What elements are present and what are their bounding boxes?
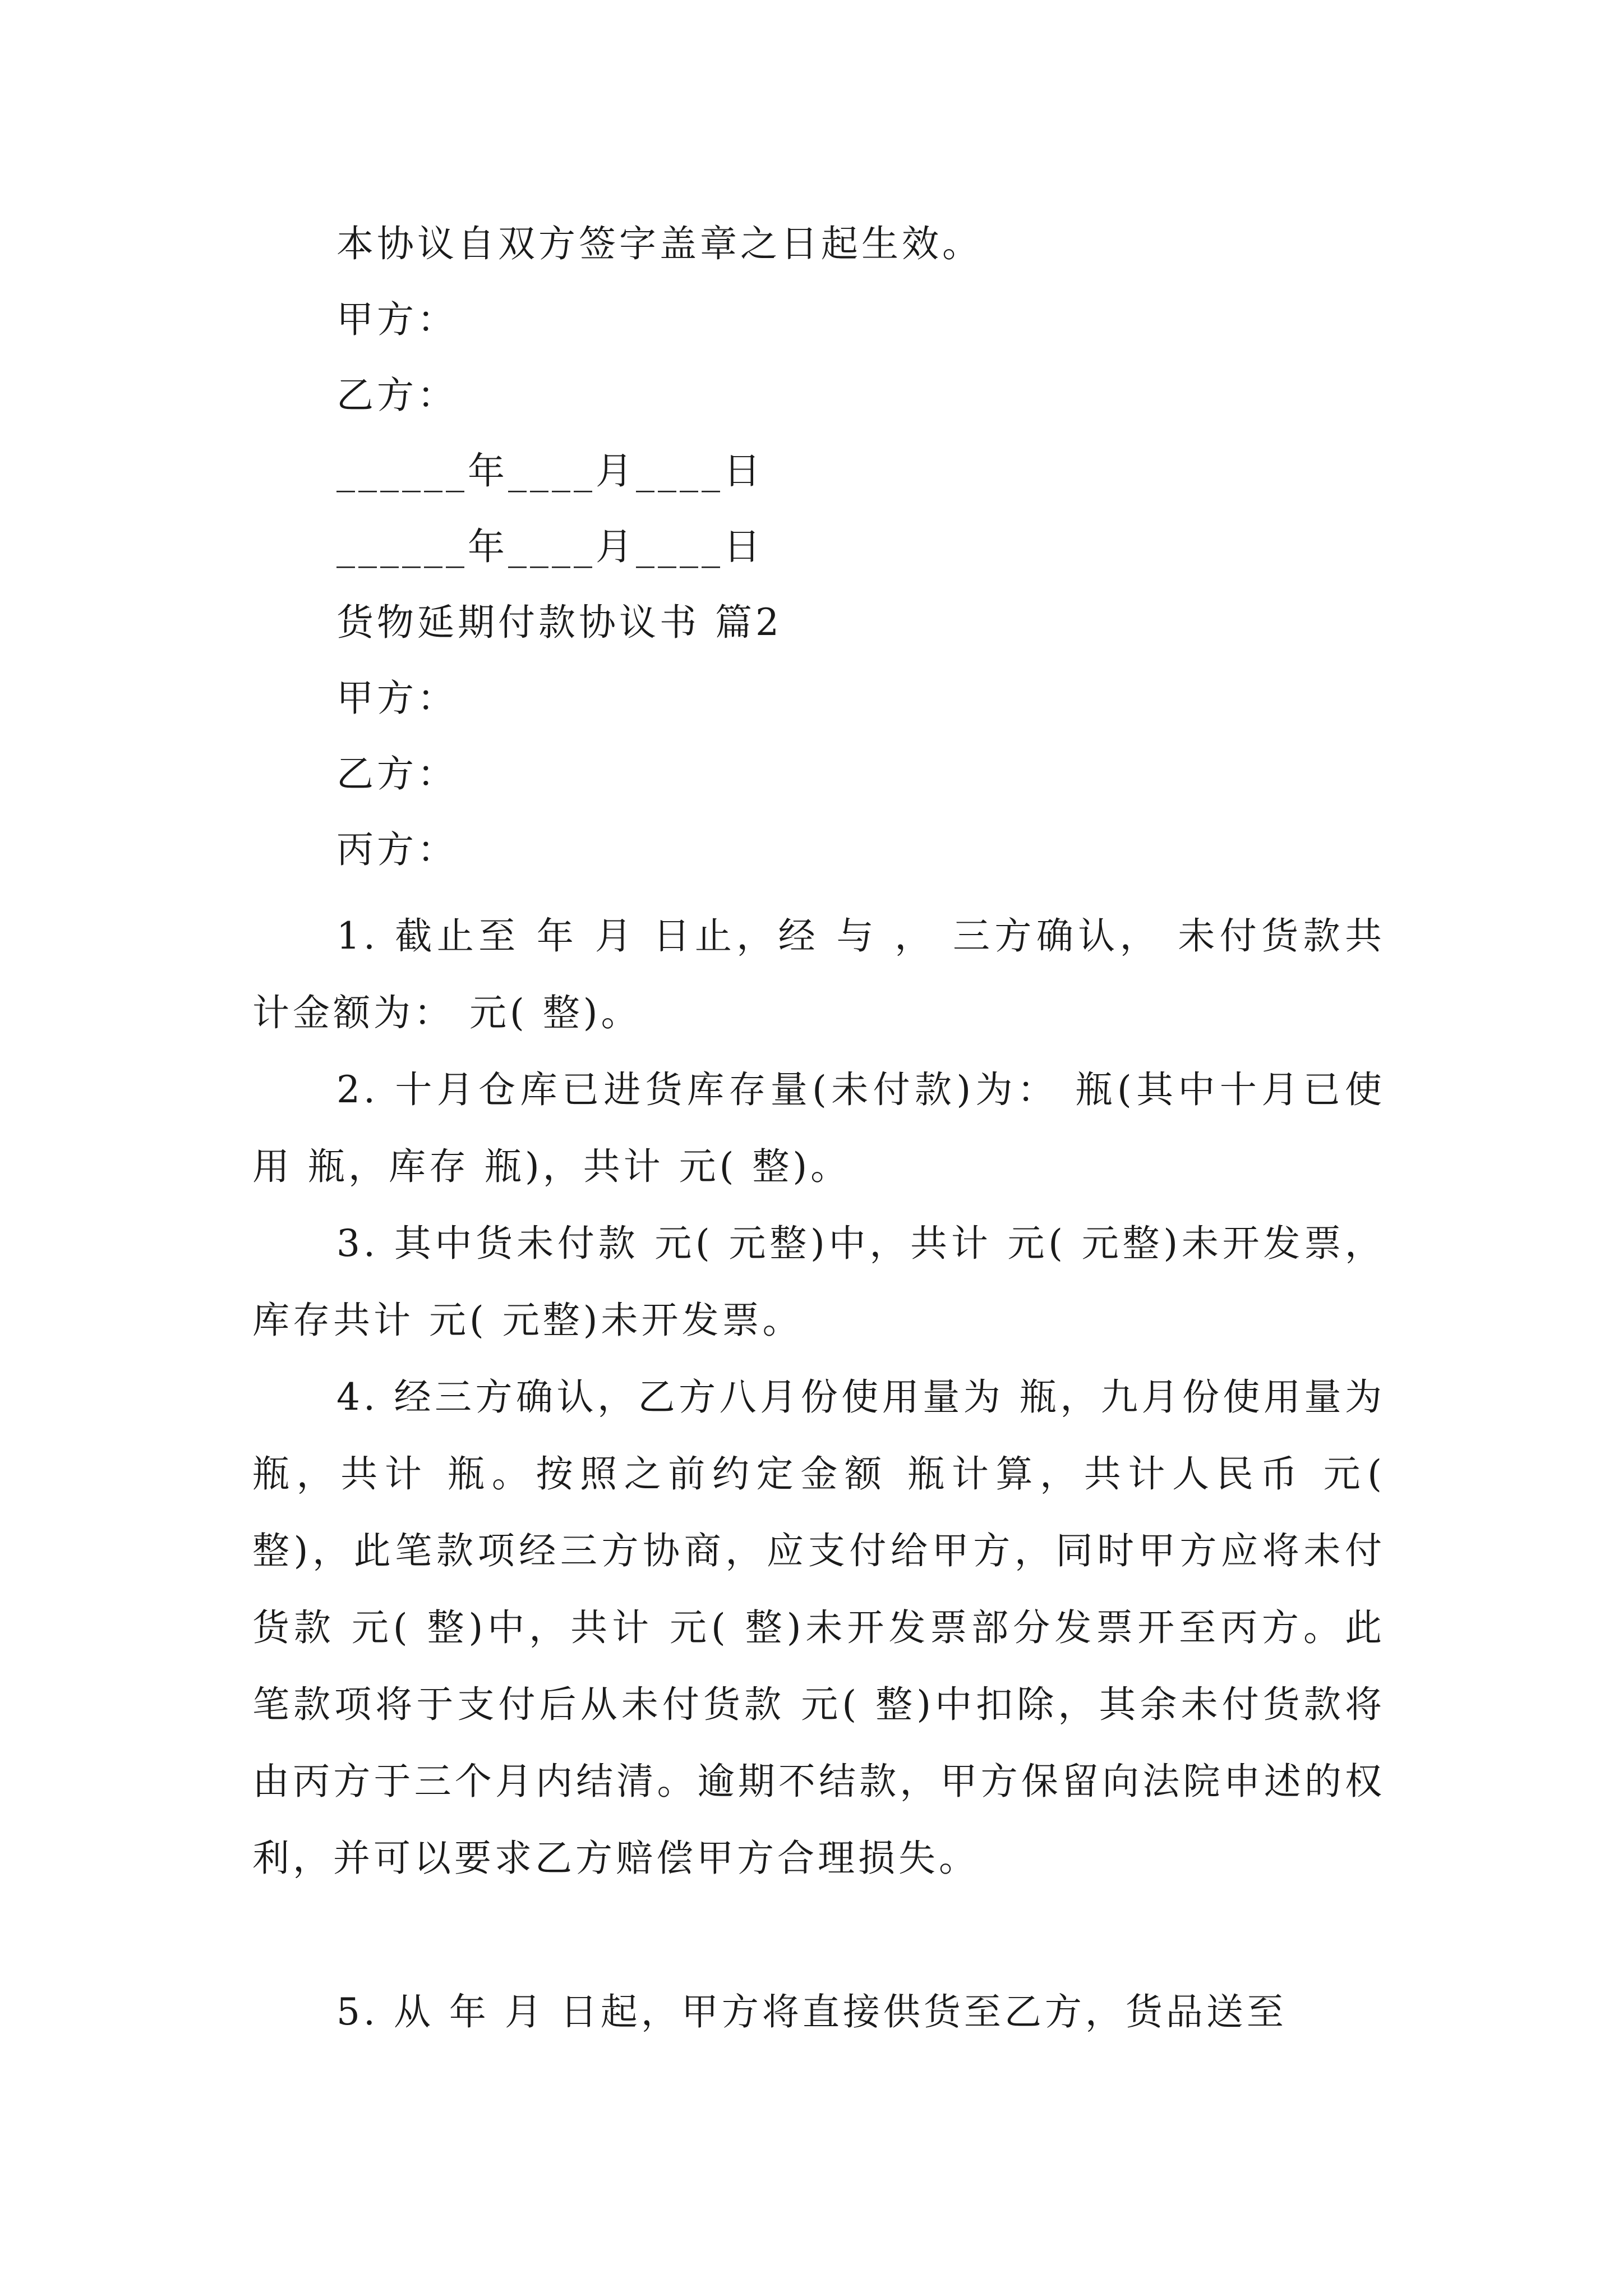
party-c-label: 丙方： [336,828,458,871]
clause-1: 1. 截止至 年 月 日止，经 与 ， 三方确认， 未付货款共计金额为： 元( 整)。 [252,914,1385,1034]
clause-5: 5. 从 年 月 日起，甲方将直接供货至乙方，货品送至 [336,1990,1287,2033]
section-title: 货物延期付款协议书 篇2 [336,601,782,644]
date-line-2: ______年____月____日 [336,525,764,568]
effective-clause: 本协议自双方签字盖章之日起生效。 [336,222,983,265]
date-line-1: ______年____月____日 [336,449,764,493]
clause-2: 2. 十月仓库已进货库存量(未付款)为： 瓶(其中十月已使用 瓶，库存 瓶)，共计 元( 整)。 [252,1068,1385,1188]
party-b-signature-label: 乙方： [336,374,458,417]
party-b-label: 乙方： [336,752,458,795]
clause-4: 4. 经三方确认，乙方八月份使用量为 瓶，九月份使用量为 瓶，共计 瓶。按照之前约定金额 瓶计算，共计人民币 元( 整)，此笔款项经三方协商，应支付给甲方，同时甲方应将未付货款 元( 整)中，共计 元( 整)未开发票部分发票开至丙方。此笔款项将于支付后从未付货款 元( 整)中扣除，其余未付货款将由丙方于三个月内结清。逾期不结款，甲方保留向法院申述的权利，并可以要求乙方赔偿甲方合理损失。 [252,1375,1385,1880]
party-a-label: 甲方： [336,677,458,720]
clause-3: 3. 其中货未付款 元( 元整)中，共计 元( 元整)未开发票，库存共计 元( 元整)未开发票。 [252,1222,1385,1342]
party-a-signature-label: 甲方： [336,298,458,341]
